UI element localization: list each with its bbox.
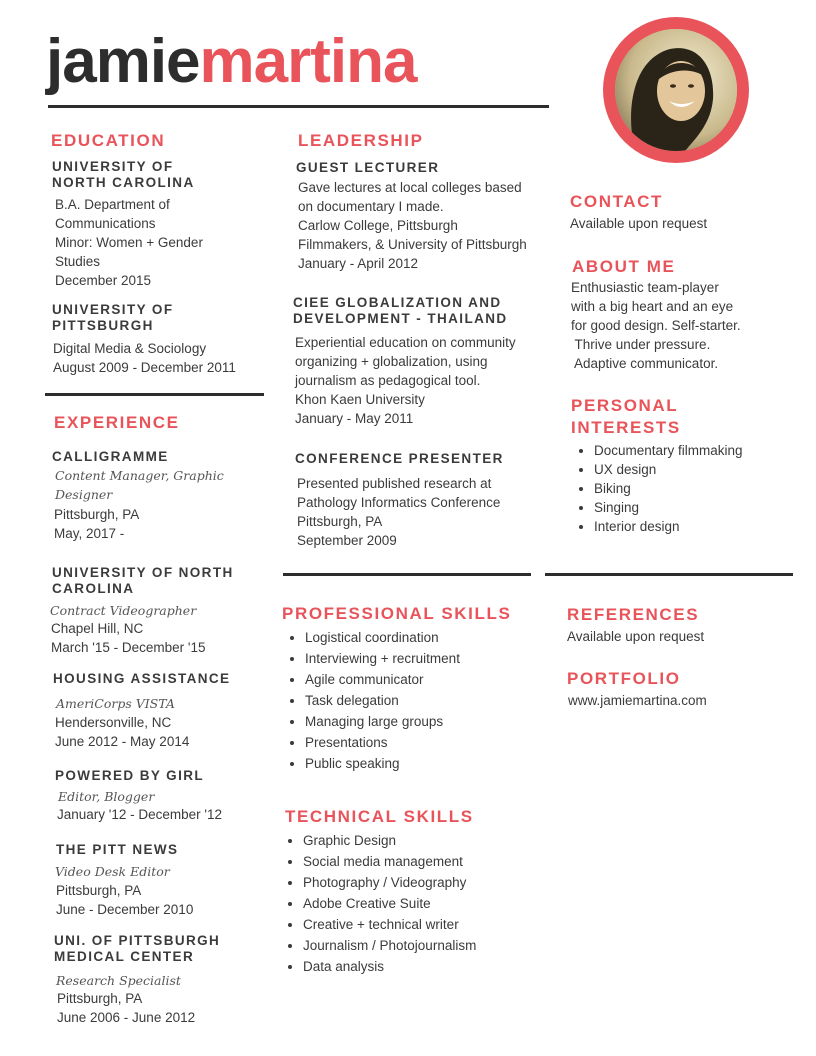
exp-unc-org: UNIVERSITY OF NORTH CAROLINA: [52, 565, 234, 596]
exp-housing-details: Hendersonville, NC June 2012 - May 2014: [55, 715, 190, 749]
leadership-heading: LEADERSHIP: [298, 131, 424, 150]
references-heading: REFERENCES: [567, 605, 700, 624]
header-rule: [48, 105, 549, 108]
exp-powered-org: POWERED BY GIRL: [55, 768, 205, 783]
profile-photo-image: [615, 29, 737, 151]
technical-skills-list: [283, 830, 476, 977]
portfolio-heading: PORTFOLIO: [567, 669, 681, 688]
list-item: • Managing large groups: [305, 711, 460, 732]
list-item: • Data analysis: [303, 956, 476, 977]
list-item: • Adobe Creative Suite: [303, 893, 476, 914]
education-rule: [45, 393, 264, 396]
list-item: • Agile communicator: [305, 669, 460, 690]
exp-powered-role: Editor, Blogger: [58, 789, 155, 804]
experience-heading: EXPERIENCE: [54, 413, 180, 432]
exp-calligramme-details: Pittsburgh, PA May, 2017 -: [54, 507, 140, 541]
exp-unc-role: Contract Videographer: [50, 603, 197, 618]
exp-calligramme-org: CALLIGRAMME: [52, 449, 169, 464]
list-item: • Creative + technical writer: [303, 914, 476, 935]
exp-pittnews-details: Pittsburgh, PA June - December 2010: [56, 883, 194, 917]
education-heading: EDUCATION: [51, 131, 166, 150]
last-name: martina: [199, 27, 417, 96]
first-name: jamie: [46, 27, 200, 96]
list-item: • Presentations: [305, 732, 460, 753]
education-unc-details: B.A. Department of Communications Minor: Women + Gender Studies December 2015: [55, 197, 203, 288]
professional-skills-list: [285, 627, 460, 774]
contact-heading: CONTACT: [570, 192, 664, 211]
list-item: • UX design: [594, 460, 743, 479]
list-item: • Social media management: [303, 851, 476, 872]
list-item: • Graphic Design: [303, 830, 476, 851]
profile-photo: [603, 17, 749, 163]
lead-conf-details: Presented published research at Pathology Informatics Conference Pittsburgh, PA September 2009: [297, 476, 501, 548]
exp-pittnews-role: Video Desk Editor: [55, 864, 170, 879]
exp-housing-org: HOUSING ASSISTANCE: [53, 671, 231, 686]
exp-powered-details: January '12 - December '12: [57, 807, 222, 822]
list-item: • Singing: [594, 498, 743, 517]
exp-unc-details: Chapel Hill, NC March '15 - December '15: [51, 621, 206, 655]
leadership-rule: [283, 573, 531, 576]
lead-guest-details: Gave lectures at local colleges based on documentary I made. Carlow College, Pittsburgh Filmmakers, & University of Pittsburgh January - April 2012: [298, 180, 527, 271]
resume-name: [46, 26, 417, 98]
list-item: • Biking: [594, 479, 743, 498]
list-item: • Task delegation: [305, 690, 460, 711]
education-pitt-details: Digital Media & Sociology August 2009 - December 2011: [53, 341, 236, 375]
interests-rule: [545, 573, 793, 576]
lead-guest-org: GUEST LECTURER: [296, 160, 440, 175]
list-item: • Journalism / Photojournalism: [303, 935, 476, 956]
education-pitt-org: UNIVERSITY OF PITTSBURGH: [52, 302, 174, 333]
interests-list: [574, 441, 743, 536]
list-item: • Documentary filmmaking: [594, 441, 743, 460]
professional-skills-heading: PROFESSIONAL SKILLS: [282, 604, 512, 623]
exp-upmc-org: UNI. OF PITTSBURGH MEDICAL CENTER: [54, 933, 221, 964]
exp-upmc-role: Research Specialist: [56, 973, 181, 988]
list-item: • Interior design: [594, 517, 743, 536]
lead-ciee-org: CIEE GLOBALIZATION AND DEVELOPMENT - THAILAND: [293, 295, 508, 326]
exp-calligramme-role: Content Manager, Graphic Designer: [55, 468, 224, 502]
lead-ciee-details: Experiential education on community organizing + globalization, using journalism as pedagogical tool. Khon Kaen University January - May 2011: [295, 335, 516, 426]
exp-housing-role: AmeriCorps VISTA: [56, 696, 175, 711]
list-item: • Interviewing + recruitment: [305, 648, 460, 669]
portfolio-link[interactable]: www.jamiemartina.com: [568, 693, 707, 708]
contact-text: Available upon request: [570, 216, 708, 231]
exp-upmc-details: Pittsburgh, PA June 2006 - June 2012: [57, 991, 196, 1025]
about-text: Enthusiastic team-player with a big heart and an eye for good design. Self-starter. Thrive under pressure. Adaptive communicator.: [571, 280, 741, 371]
list-item: • Public speaking: [305, 753, 460, 774]
references-text: Available upon request: [567, 629, 705, 644]
technical-skills-heading: TECHNICAL SKILLS: [285, 807, 474, 826]
about-heading: ABOUT ME: [572, 257, 676, 276]
education-unc-org: UNIVERSITY OF NORTH CAROLINA: [52, 159, 195, 190]
interests-heading: PERSONAL INTERESTS: [571, 396, 681, 437]
list-item: • Logistical coordination: [305, 627, 460, 648]
exp-pittnews-org: THE PITT NEWS: [56, 842, 179, 857]
list-item: • Photography / Videography: [303, 872, 476, 893]
lead-conf-org: CONFERENCE PRESENTER: [295, 451, 504, 466]
